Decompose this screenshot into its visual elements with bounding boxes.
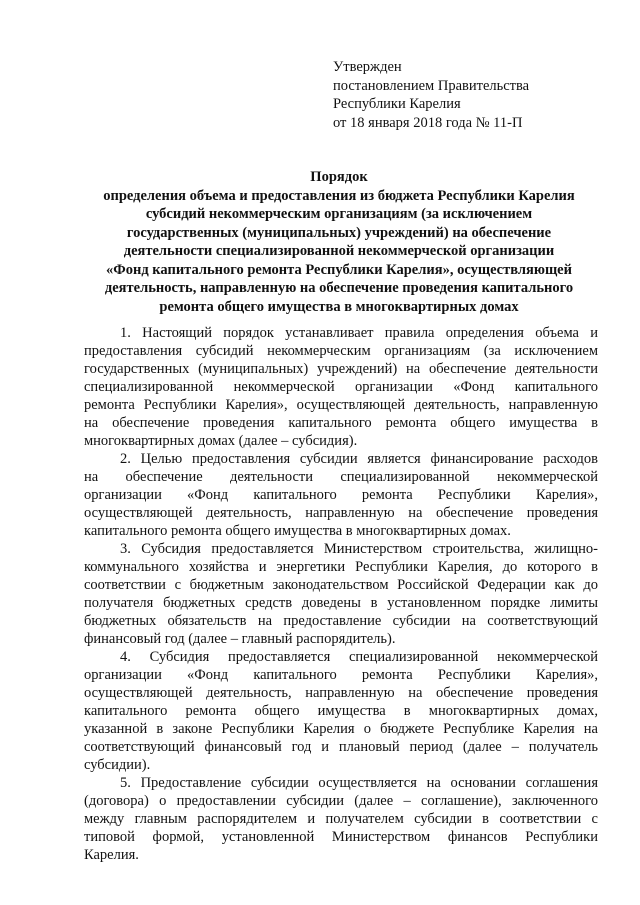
title-line: определения объема и предоставления из бюджета Республики Карелия — [103, 187, 575, 204]
approval-stamp — [333, 58, 529, 132]
title-line: деятельности специализированной некоммерческой организации — [123, 243, 555, 259]
approval-line: постановлением Правительства — [333, 77, 530, 94]
text-line: организации «Фонд капитального ремонта Республики Карелия», — [84, 667, 598, 683]
text-line: 2. Целью предоставления субсидии является финансирование расходов — [120, 451, 598, 467]
text-line: получателя бюджетных средств доведены в установленном порядке лимиты — [84, 595, 598, 611]
text-line: на обеспечение проведения капитального ремонта общего имущества в — [84, 415, 598, 431]
paragraph-4 — [84, 648, 598, 774]
text-line: Карелия. — [84, 847, 139, 863]
title-line: Порядок — [310, 169, 368, 185]
text-line: государственных (муниципальных) учреждений) на обеспечение деятельности — [84, 361, 598, 377]
text-line: соответствии с бюджетным законодательством Российской Федерации как до — [84, 577, 598, 593]
text-line: осуществляющей деятельность, направленную на обеспечение проведения — [84, 685, 598, 701]
document-body — [84, 324, 598, 864]
text-line: 3. Субсидия предоставляется Министерством строительства, жилищно- — [120, 541, 598, 557]
title-line: субсидий некоммерческим организациям (за исключением — [145, 206, 533, 222]
approval-line: Республики Карелия — [333, 96, 461, 112]
text-line: на обеспечение деятельности специализированной некоммерческой — [84, 469, 598, 485]
text-line: финансовый год (далее – главный распорядитель). — [84, 631, 396, 647]
approval-line: от 18 января 2018 года № 11-П — [333, 114, 523, 131]
text-line: 4. Субсидия предоставляется специализированной некоммерческой — [120, 649, 598, 665]
text-line: бюджетных обязательств на предоставление субсидии на соответствующий — [84, 613, 598, 629]
text-line: субсидии). — [84, 757, 151, 773]
text-line: капитального ремонта общего имущества в многоквартирных домах. — [84, 523, 511, 539]
paragraph-3 — [84, 540, 598, 648]
title-line: государственных (муниципальных) учреждений) на обеспечение — [126, 224, 552, 241]
paragraph-1 — [84, 324, 598, 450]
text-line: капитального ремонта общего имущества в многоквартирных домах, — [84, 703, 598, 719]
text-line: многоквартирных домах (далее – субсидия). — [84, 433, 358, 449]
text-line: типовой формой, установленной Министерством финансов Республики — [84, 829, 598, 845]
document-title — [72, 168, 606, 316]
paragraph-5 — [84, 774, 598, 864]
title-line: деятельность, направленную на обеспечение проведения капитального — [104, 280, 574, 296]
text-line: ремонта Республики Карелия», осуществляющей деятельность, направленную — [84, 397, 598, 413]
text-line: (договора) о предоставлении субсидии (далее – соглашение), заключенного — [84, 793, 598, 809]
text-line: организации «Фонд капитального ремонта Республики Карелия», — [84, 487, 598, 503]
text-line: указанной в законе Республики Карелия о бюджете Республике Карелия на — [84, 721, 598, 737]
text-line: между главным распорядителем и получателем субсидии в соответствии с — [84, 811, 598, 827]
approval-line: Утвержден — [333, 59, 402, 75]
paragraph-2 — [84, 450, 598, 540]
text-line: предоставления субсидий некоммерческим организациям (за исключением — [84, 343, 598, 359]
text-line: 5. Предоставление субсидии осуществляется на основании соглашения — [120, 775, 598, 791]
text-line: осуществляющей деятельность, направленную на обеспечение проведения — [84, 505, 598, 521]
text-line: 1. Настоящий порядок устанавливает правила определения объема и — [120, 325, 598, 341]
text-line: коммунального хозяйства и энергетики Республики Карелия, до которого в — [84, 559, 598, 575]
text-line: специализированной некоммерческой организации «Фонд капитального — [84, 379, 598, 395]
title-line: ремонта общего имущества в многоквартирных домах — [159, 298, 519, 315]
title-line: «Фонд капитального ремонта Республики Карелия», осуществляющей — [106, 261, 572, 278]
text-line: соответствующий финансовый год и плановый период (далее – получатель — [84, 739, 598, 755]
